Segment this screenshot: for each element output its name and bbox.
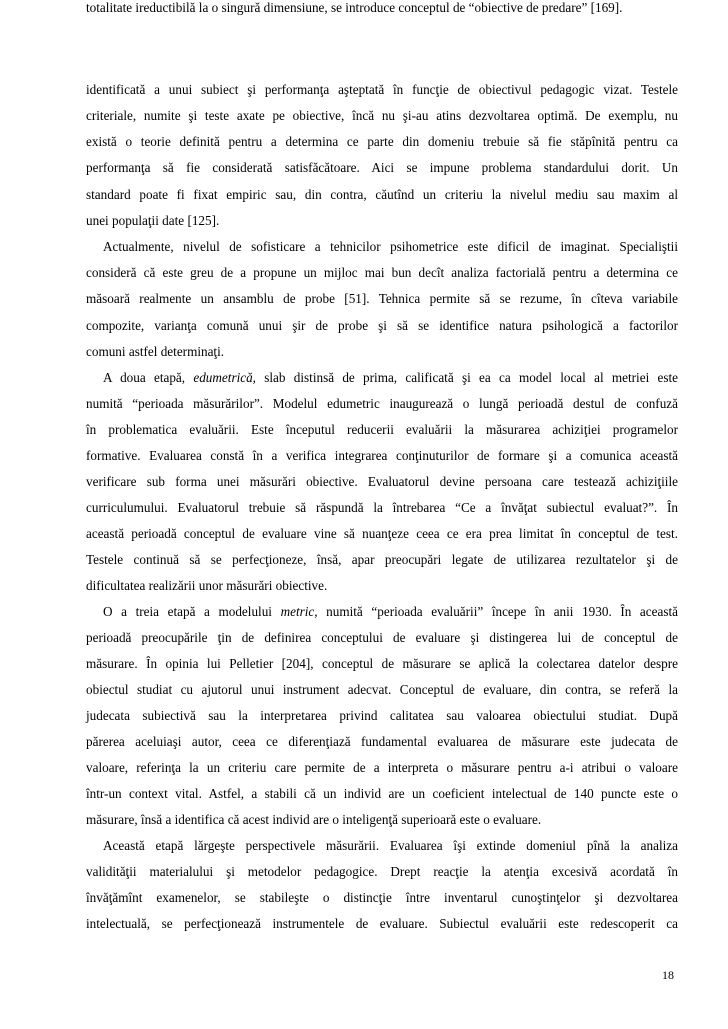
text-line: judecata subiectivă sau la interpretarea privind calitatea sau valoarea obiectului studiat. După: [86, 708, 678, 723]
text-line: în problematica evaluării. Este începutul reducerii evaluării la măsurarea achiziţiei programelor: [86, 422, 678, 437]
text-line: măsurare. În opinia lui Pelletier [204], conceptul de măsurare se aplică la colectarea datelor despre: [86, 656, 678, 671]
text-line: verificare sub forma unei măsurări obiective. Evaluatorul devine persoana care testează achiziţiile: [86, 474, 678, 489]
text-line: perioadă preocupările ţin de definirea conceptului de evaluare şi distingerea lui de conceptul de: [86, 630, 678, 645]
text-line: dificultatea realizării unor măsurări obiective.: [86, 578, 328, 593]
text-line: compozite, varianţa comună unui şir de probe şi să se identifice natura psihologică a factorilor: [86, 318, 678, 333]
text-line: măsoară realmente un ansamblu de probe [51]. Tehnica permite să se rezume, în cîteva variabile: [86, 291, 678, 306]
italic-term: edumetrică,: [193, 370, 256, 385]
text-line: consideră că este greu de a propune un mijloc mai bun decît analiza factorială pentru a determina ce: [86, 265, 678, 280]
text-line: performanţa să fie considerată satisfăcătoare. Aici se impune problema standardului dorit. Un: [86, 160, 678, 175]
text-line: învăţămînt examenelor, se stabileşte o distincţie între inventarul cunoştinţelor şi dezvoltarea: [86, 890, 678, 905]
page-number: 18: [662, 968, 674, 982]
text-line: Testele continuă să se perfecţioneze, însă, apar preocupări legate de utilizarea rezultatelor şi de: [86, 552, 678, 567]
text-line: formative. Evaluarea constă în a verifica integrarea conţinuturilor de formare şi a comunica această: [86, 448, 678, 463]
text-line: standard poate fi fixat empiric sau, din contra, căutînd un criteriu la nivelul mediu sau maxim al: [86, 187, 678, 202]
text-line: într-un context vital. Astfel, a stabili că un individ are un coeficient intelectual de 140 puncte este o: [86, 786, 678, 801]
text-line: totalitate ireductibilă la o singură dimensiune, se introduce conceptul de “obiective de predare” [169].: [86, 0, 623, 15]
text-line: această perioadă conceptul de evaluare vine să nuanţeze ceea ce era prea limitat în conceptul de test.: [86, 526, 678, 541]
text-line: valoare, referinţa la un criteriu care permite de a interpreta o măsurare pentru a-i atribui o valoare: [86, 760, 678, 775]
text-line: A doua etapă, edumetrică, slab distinsă de prima, calificată şi ea ca model local al metriei este: [103, 370, 678, 385]
text-line: părerea aceluiaşi autor, ceea ce diferenţiază fundamental evaluarea de măsurare este judecata de: [86, 734, 678, 749]
text-line: identificată a unui subiect şi performanţa aşteptată în funcţie de obiectivul pedagogic vizat. Testele: [86, 82, 678, 97]
text-line: măsurare, însă a identifica că acest individ are o inteligenţă superioară este o evaluare.: [86, 812, 542, 827]
text-line: există o teorie definită pentru a determina ce parte din domeniu trebuie să fie stăpînită pentru ca: [86, 134, 678, 149]
text-line: Actualmente, nivelul de sofisticare a tehnicilor psihometrice este dificil de imaginat. Specialiştii: [103, 239, 678, 254]
text-line: comuni astfel determinaţi.: [86, 344, 225, 359]
text-line: O a treia etapă a modelului metric, numită “perioada evaluării” începe în anii 1930. În această: [103, 604, 678, 619]
text-line: Această etapă lărgeşte perspectivele măsurării. Evaluarea îşi extinde domeniul pînă la analiza: [103, 838, 678, 853]
text-line: validităţii materialului şi metodelor pedagogice. Drept reacţie la atenţia excesivă acordată în: [86, 864, 678, 879]
italic-term: metric,: [280, 604, 318, 619]
text-line: intelectuală, se perfecţionează instrumentele de evaluare. Subiectul evaluării este redescoperit ca: [86, 916, 678, 931]
text-line: curriculumului. Evaluatorul trebuie să răspundă la întrebarea “Ce a învăţat subiectul evaluat?”. În: [86, 500, 678, 515]
text-line: obiectul studiat cu ajutorul unui instrument adecvat. Conceptul de evaluare, din contra, se referă la: [86, 682, 678, 697]
text-line: numită “perioada măsurărilor”. Modelul edumetric inaugurează o lungă perioadă destul de confuză: [86, 396, 678, 411]
text-line: criteriale, numite şi teste axate pe obiective, încă nu şi-au atins dezvoltarea optimă. De exemplu, nu: [86, 108, 678, 123]
text-line: unei populaţii date [125].: [86, 213, 220, 228]
